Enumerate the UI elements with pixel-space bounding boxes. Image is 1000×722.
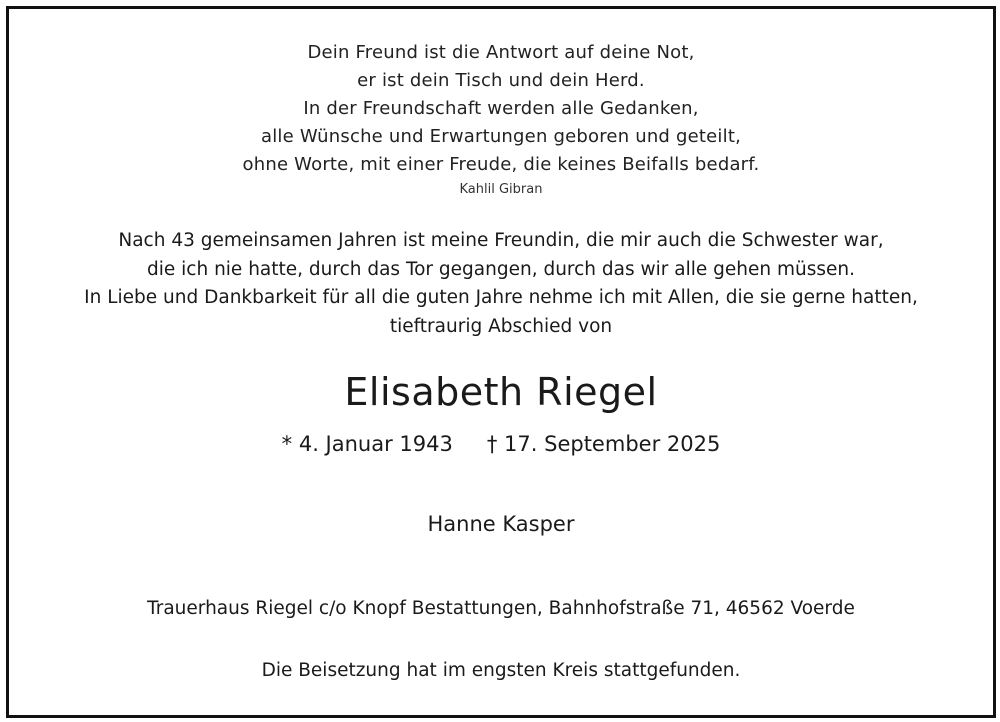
- poem-line: er ist dein Tisch und dein Herd.: [357, 70, 645, 91]
- poem-line: alle Wünsche und Erwartungen geboren und geteilt,: [261, 126, 741, 147]
- deceased-name: Elisabeth Riegel: [344, 370, 658, 414]
- intro-line: Nach 43 gemeinsamen Jahren ist meine Freundin, die mir auch die Schwester war,: [118, 230, 884, 251]
- intro-line: tieftraurig Abschied von: [389, 315, 613, 337]
- intro-text: [9, 227, 993, 341]
- poem-line: Dein Freund ist die Antwort auf deine Not,: [307, 42, 695, 63]
- death-date: † 17. September 2025: [486, 432, 721, 456]
- life-dates: [9, 429, 993, 459]
- mourner-name: Hanne Kasper: [427, 512, 575, 536]
- poem-author: Kahlil Gibran: [459, 182, 543, 197]
- mourning-address: Trauerhaus Riegel c/o Knopf Bestattungen, Bahnhofstraße 71, 46562 Voerde: [147, 598, 855, 619]
- poem: [9, 39, 993, 199]
- intro-line: In Liebe und Dankbarkeit für all die guten Jahre nehme ich mit Allen, die sie gerne hatten,: [84, 287, 918, 308]
- notice-frame: [6, 6, 996, 718]
- intro-line: die ich nie hatte, durch das Tor gegangen, durch das wir alle gehen müssen.: [147, 258, 855, 280]
- closing-note: Die Beisetzung hat im engsten Kreis stattgefunden.: [261, 660, 741, 681]
- birth-date: * 4. Januar 1943: [281, 432, 453, 456]
- poem-line: ohne Worte, mit einer Freude, die keines Beifalls bedarf.: [242, 154, 760, 175]
- poem-line: In der Freundschaft werden alle Gedanken,: [303, 98, 699, 119]
